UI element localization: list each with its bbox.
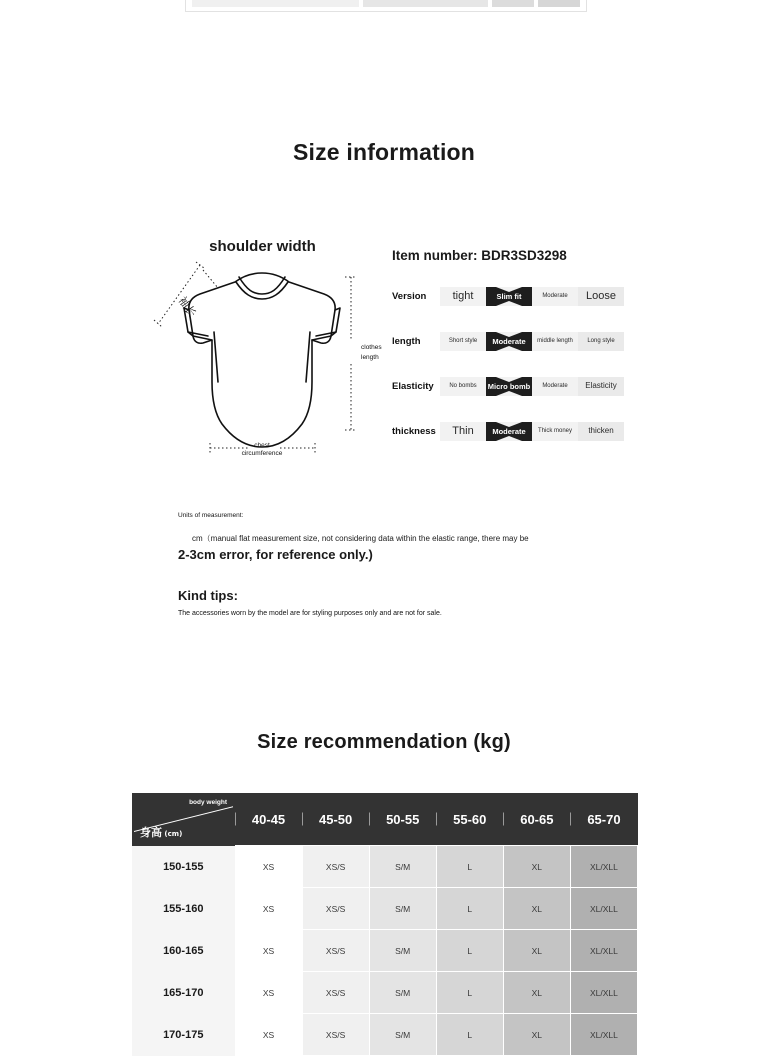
table-corner-header bbox=[132, 793, 235, 846]
size-cell: XL bbox=[503, 888, 570, 930]
units-note-line-1: cm（manual flat measurement size, not considering data within the elastic range, there may be bbox=[192, 534, 529, 543]
size-cell: XS/S bbox=[302, 1014, 369, 1056]
panel-bar-4 bbox=[538, 0, 580, 7]
kind-tips-title: Kind tips: bbox=[178, 588, 238, 603]
size-cell: XS bbox=[235, 930, 302, 972]
spec-segment[interactable]: No bombs bbox=[440, 377, 486, 396]
spec-label: Version bbox=[392, 291, 427, 302]
size-cell: XL bbox=[503, 930, 570, 972]
height-label: 身高 (cm) bbox=[140, 825, 183, 839]
panel-bar-3 bbox=[492, 0, 534, 7]
size-cell: S/M bbox=[369, 930, 436, 972]
spec-segment[interactable]: Moderate bbox=[532, 287, 578, 306]
spec-segment[interactable]: Thick money bbox=[532, 422, 578, 441]
size-cell: XS/S bbox=[302, 930, 369, 972]
size-cell: XL/XLL bbox=[570, 1014, 637, 1056]
clothes-length-guide bbox=[345, 277, 357, 430]
size-recommendation-title: Size recommendation (kg) bbox=[257, 731, 511, 753]
weight-range-header: 40-45 bbox=[235, 793, 302, 846]
shoulder-guide bbox=[203, 270, 218, 288]
size-cell: XL/XLL bbox=[570, 972, 637, 1014]
table-row bbox=[132, 972, 638, 1014]
kind-tips-text: The accessories worn by the model are for styling purposes only and are not for sale. bbox=[178, 610, 442, 617]
weight-range-header: 55-60 bbox=[436, 793, 503, 846]
spec-label: length bbox=[392, 336, 421, 347]
clothes-length-label-line1: clothes bbox=[361, 344, 382, 351]
size-cell: XS bbox=[235, 888, 302, 930]
spec-label: thickness bbox=[392, 426, 436, 437]
spec-segment[interactable]: thicken bbox=[578, 422, 624, 441]
spec-segment[interactable]: Long style bbox=[578, 332, 624, 351]
size-cell: XS bbox=[235, 846, 302, 888]
shoulder-width-label: shoulder width bbox=[209, 238, 316, 255]
weight-range-header: 60-65 bbox=[503, 793, 570, 846]
spec-row-elasticity bbox=[392, 377, 624, 396]
size-cell: XS/S bbox=[302, 972, 369, 1014]
table-row bbox=[132, 1014, 638, 1056]
size-cell: L bbox=[436, 888, 503, 930]
size-cell: L bbox=[436, 846, 503, 888]
size-cell: XS/S bbox=[302, 888, 369, 930]
tshirt-svg bbox=[140, 232, 385, 462]
spec-scale[interactable] bbox=[440, 332, 624, 351]
measurement-notes bbox=[178, 512, 608, 617]
tshirt-outline bbox=[184, 273, 340, 447]
size-cell: XL bbox=[503, 972, 570, 1014]
spec-label: Elasticity bbox=[392, 381, 434, 392]
spec-segment-selected[interactable]: Moderate bbox=[486, 332, 532, 351]
size-cell: S/M bbox=[369, 972, 436, 1014]
table-row bbox=[132, 846, 638, 888]
size-cell: L bbox=[436, 930, 503, 972]
height-range-cell: 150-155 bbox=[132, 846, 235, 888]
spec-row-thickness bbox=[392, 422, 624, 441]
spec-segment-selected[interactable]: Micro bomb bbox=[486, 377, 532, 396]
size-cell: XL/XLL bbox=[570, 930, 637, 972]
size-cell: XS bbox=[235, 972, 302, 1014]
panel-bar-1 bbox=[192, 0, 359, 7]
table-header-row bbox=[132, 793, 638, 846]
spec-segment-selected[interactable]: Slim fit bbox=[486, 287, 532, 306]
cut-off-panel-bars bbox=[192, 0, 580, 7]
weight-range-header: 50-55 bbox=[369, 793, 436, 846]
table-row bbox=[132, 888, 638, 930]
size-cell: S/M bbox=[369, 1014, 436, 1056]
panel-bar-2 bbox=[363, 0, 488, 7]
body-weight-label: body weight bbox=[189, 799, 227, 806]
weight-range-header: 65-70 bbox=[570, 793, 637, 846]
size-cell: XL/XLL bbox=[570, 888, 637, 930]
size-cell: XL bbox=[503, 846, 570, 888]
size-cell: XL bbox=[503, 1014, 570, 1056]
spec-rows bbox=[392, 287, 624, 441]
spec-row-version bbox=[392, 287, 624, 306]
spec-segment[interactable]: Thin bbox=[440, 422, 486, 441]
size-cell: S/M bbox=[369, 846, 436, 888]
size-cell: L bbox=[436, 1014, 503, 1056]
size-cell: L bbox=[436, 972, 503, 1014]
units-of-measurement-title: Units of measurement: bbox=[178, 512, 244, 519]
spec-segment[interactable]: middle length bbox=[532, 332, 578, 351]
sleeve-length-guide bbox=[154, 262, 204, 327]
chest-label-line1: chest bbox=[254, 442, 270, 449]
spec-scale[interactable] bbox=[440, 287, 624, 306]
spec-segment[interactable]: tight bbox=[440, 287, 486, 306]
item-number: Item number: BDR3SD3298 bbox=[392, 248, 567, 263]
clothes-length-label-line2: length bbox=[361, 354, 379, 361]
table-row bbox=[132, 930, 638, 972]
spec-scale[interactable] bbox=[440, 377, 624, 396]
spec-scale[interactable] bbox=[440, 422, 624, 441]
spec-segment[interactable]: Moderate bbox=[532, 377, 578, 396]
size-cell: XS/S bbox=[302, 846, 369, 888]
spec-row-length bbox=[392, 332, 624, 351]
units-note-line-2: 2-3cm error, for reference only.) bbox=[178, 547, 373, 562]
height-range-cell: 165-170 bbox=[132, 972, 235, 1014]
height-range-cell: 170-175 bbox=[132, 1014, 235, 1056]
size-recommendation-table bbox=[132, 793, 638, 1056]
size-cell: S/M bbox=[369, 888, 436, 930]
specification-list bbox=[392, 248, 624, 441]
chest-label-line2: circumference bbox=[241, 450, 283, 457]
weight-range-header: 45-50 bbox=[302, 793, 369, 846]
cut-off-panel-above bbox=[185, 0, 587, 12]
height-range-cell: 160-165 bbox=[132, 930, 235, 972]
size-cell: XS bbox=[235, 1014, 302, 1056]
height-unit-label: (cm) bbox=[162, 829, 183, 838]
spec-segment[interactable]: Loose bbox=[578, 287, 624, 306]
spec-segment-selected[interactable]: Moderate bbox=[486, 422, 532, 441]
height-range-cell: 155-160 bbox=[132, 888, 235, 930]
tshirt-diagram bbox=[140, 232, 385, 462]
size-cell: XL/XLL bbox=[570, 846, 637, 888]
spec-segment[interactable]: Elasticity bbox=[578, 377, 624, 396]
spec-segment[interactable]: Short style bbox=[440, 332, 486, 351]
sleeve-length-label: 袖长 bbox=[175, 294, 199, 320]
size-information-title: Size information bbox=[292, 139, 476, 165]
